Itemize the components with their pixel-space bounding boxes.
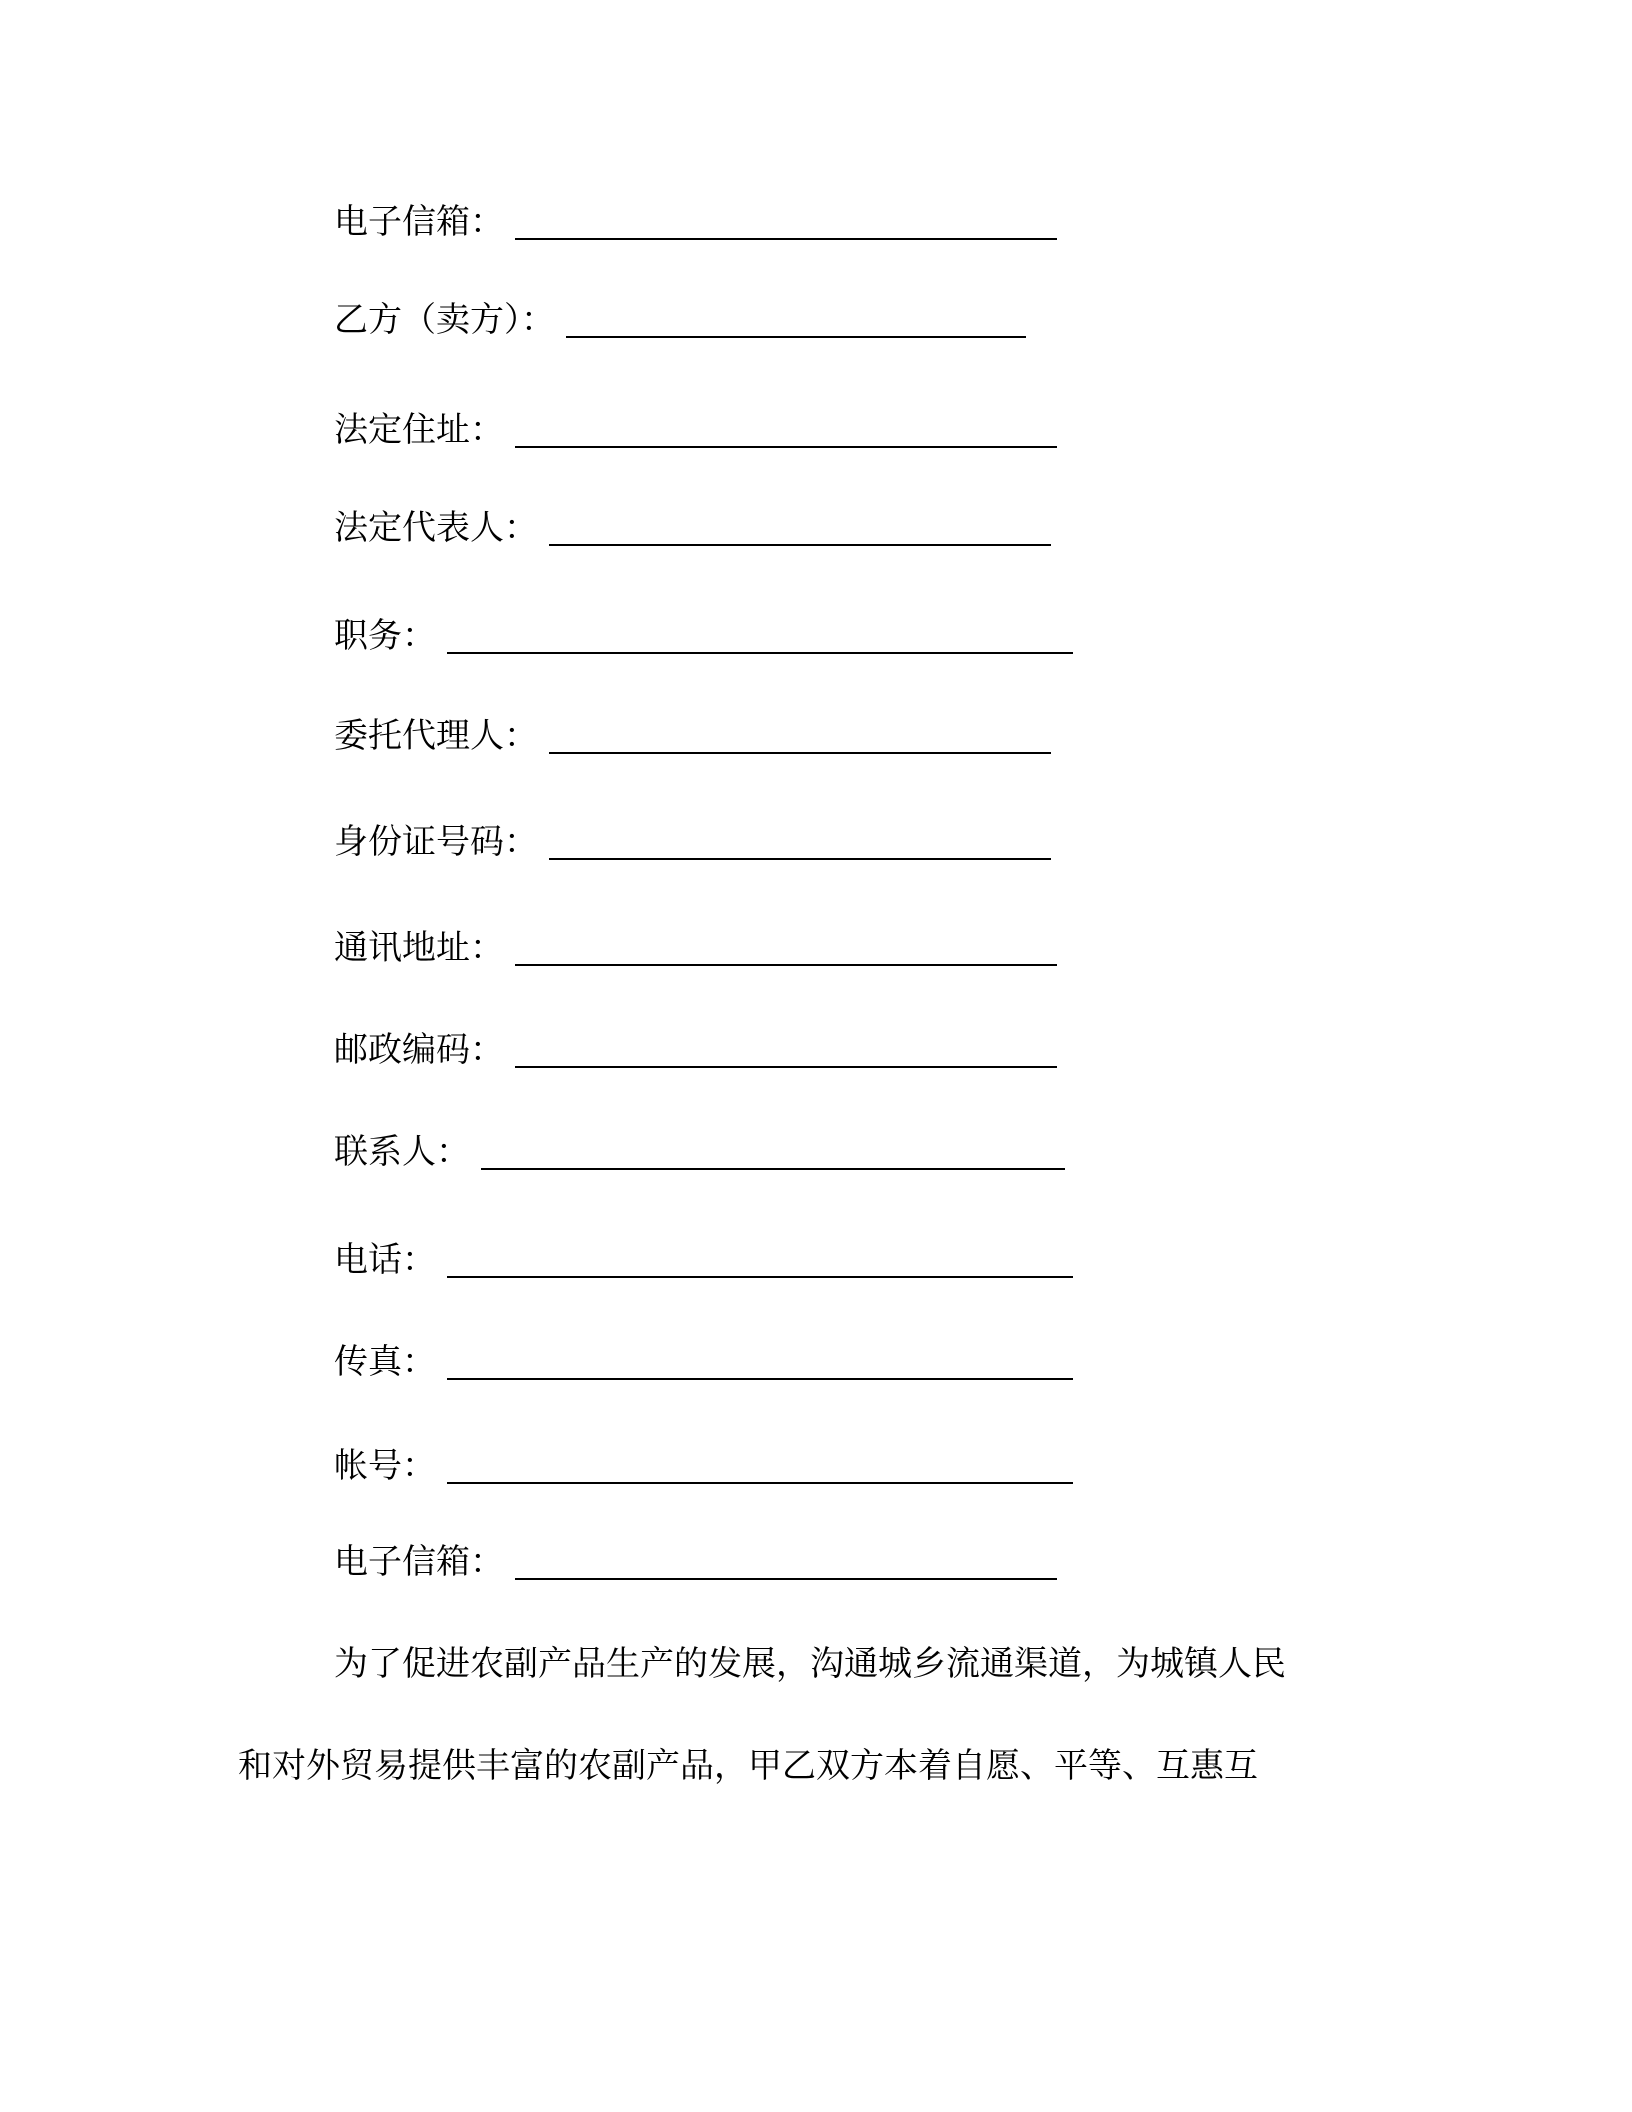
field-label: 电子信箱： <box>334 202 504 242</box>
field-position <box>334 612 1073 660</box>
field-label: 电话： <box>334 1240 436 1280</box>
field-label: 法定代表人： <box>334 508 538 548</box>
field-label: 邮政编码： <box>334 1030 504 1070</box>
field-label: 联系人： <box>334 1132 470 1172</box>
field-fax <box>334 1338 1073 1386</box>
field-blank-line[interactable] <box>515 198 1057 240</box>
paragraph-line-2: 和对外贸易提供丰富的农副产品，甲乙双方本着自愿、平等、互惠互 <box>238 1746 1258 1786</box>
field-blank-line[interactable] <box>481 1128 1065 1170</box>
field-label: 职务： <box>334 616 436 656</box>
field-label: 传真： <box>334 1342 436 1382</box>
field-blank-line[interactable] <box>447 1236 1073 1278</box>
field-blank-line[interactable] <box>515 924 1057 966</box>
field-postal-code <box>334 1026 1057 1074</box>
field-label: 身份证号码： <box>334 822 538 862</box>
field-contact-person <box>334 1128 1065 1176</box>
field-label: 电子信箱： <box>334 1542 504 1582</box>
paragraph-line-1: 为了促进农副产品生产的发展，沟通城乡流通渠道，为城镇人民 <box>334 1644 1286 1684</box>
field-entrusted-agent <box>334 712 1051 760</box>
field-label: 通讯地址： <box>334 928 504 968</box>
field-label: 帐号： <box>334 1446 436 1486</box>
field-blank-line[interactable] <box>447 1442 1073 1484</box>
field-email-a <box>334 198 1057 246</box>
field-email-b <box>334 1538 1057 1586</box>
field-party-b <box>334 296 1026 344</box>
field-legal-representative <box>334 504 1051 552</box>
field-blank-line[interactable] <box>515 1026 1057 1068</box>
field-label: 法定住址： <box>334 410 504 450</box>
field-blank-line[interactable] <box>549 712 1051 754</box>
field-legal-address <box>334 406 1057 454</box>
field-blank-line[interactable] <box>447 1338 1073 1380</box>
field-id-number <box>334 818 1051 866</box>
field-blank-line[interactable] <box>515 1538 1057 1580</box>
field-account <box>334 1442 1073 1490</box>
field-mailing-address <box>334 924 1057 972</box>
field-blank-line[interactable] <box>566 296 1026 338</box>
field-label: 委托代理人： <box>334 716 538 756</box>
field-blank-line[interactable] <box>549 504 1051 546</box>
field-blank-line[interactable] <box>549 818 1051 860</box>
field-blank-line[interactable] <box>515 406 1057 448</box>
field-blank-line[interactable] <box>447 612 1073 654</box>
field-phone <box>334 1236 1073 1284</box>
field-label: 乙方（卖方）： <box>334 300 555 340</box>
